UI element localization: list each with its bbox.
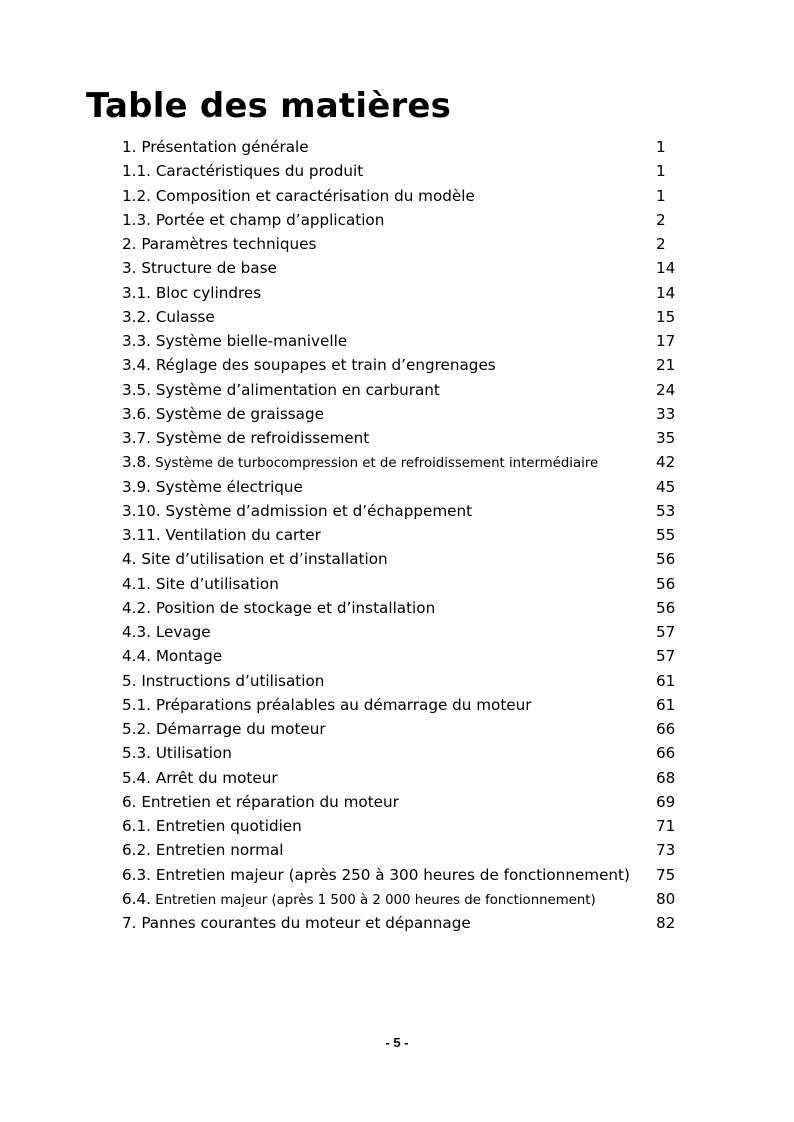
toc-entry-label: Préparations préalables au démarrage du moteur bbox=[155, 695, 532, 714]
toc-entry-label: Ventilation du carter bbox=[165, 526, 321, 544]
toc-entry-number: 6.1. bbox=[122, 817, 151, 835]
toc-entry-label: Montage bbox=[155, 647, 223, 666]
toc-entry-number: 3.7. bbox=[122, 429, 151, 447]
toc-entry-title bbox=[122, 741, 232, 765]
toc-entry-label: Structure de base bbox=[141, 259, 277, 278]
toc-entry-number: 2. bbox=[122, 235, 137, 253]
toc-entry-title bbox=[122, 402, 324, 426]
toc-entry-page: 14 bbox=[656, 259, 676, 278]
toc-entry-number: 1.1. bbox=[122, 162, 151, 181]
toc-entry[interactable] bbox=[122, 208, 682, 232]
toc-entry-title bbox=[122, 208, 384, 232]
toc-entry-number: 3.10. bbox=[122, 501, 161, 520]
toc-entry-number: 3.2. bbox=[122, 307, 151, 326]
toc-entry-page: 21 bbox=[656, 356, 676, 375]
toc-entry-page: 35 bbox=[656, 429, 676, 447]
toc-entry[interactable] bbox=[122, 669, 682, 693]
toc-entry-page: 17 bbox=[656, 332, 676, 350]
toc-entry-page: 68 bbox=[656, 768, 676, 787]
toc-entry[interactable] bbox=[122, 256, 682, 280]
toc-entry-title bbox=[122, 499, 472, 523]
toc-entry-title bbox=[122, 814, 302, 838]
toc-entry-number: 3. bbox=[122, 259, 137, 278]
toc-entry[interactable] bbox=[122, 232, 682, 256]
toc-entry-page: 57 bbox=[656, 647, 676, 666]
toc-entry-number: 3.3. bbox=[122, 332, 151, 350]
toc-entry-title bbox=[122, 669, 324, 693]
toc-entry-label: Système de refroidissement bbox=[155, 429, 370, 447]
toc-entry-label: Composition et caractérisation du modèle bbox=[155, 186, 475, 205]
toc-entry-page: 57 bbox=[656, 623, 676, 641]
toc-entry-page: 69 bbox=[656, 792, 676, 811]
toc-entry-label: Paramètres techniques bbox=[141, 235, 317, 253]
toc-entry-title bbox=[122, 256, 277, 280]
toc-entry-page: 80 bbox=[656, 889, 676, 908]
toc-entry-title bbox=[122, 863, 630, 887]
toc-entry-number: 5.1. bbox=[122, 695, 151, 714]
toc-entry[interactable] bbox=[122, 693, 682, 717]
toc-entry[interactable] bbox=[122, 766, 682, 790]
toc-entry-number: 3.6. bbox=[122, 404, 151, 423]
toc-entry-label: Réglage des soupapes et train d’engrenages bbox=[155, 356, 496, 375]
toc-entry-label: Entretien et réparation du moteur bbox=[141, 792, 399, 811]
toc-entry-page: 1 bbox=[656, 186, 666, 205]
toc-entry-label: Bloc cylindres bbox=[155, 283, 262, 302]
toc-entry-title bbox=[122, 450, 598, 476]
toc-entry-title bbox=[122, 232, 316, 256]
toc-entry[interactable] bbox=[122, 475, 682, 499]
toc-entry-label: Présentation générale bbox=[141, 138, 309, 156]
toc-entry-page: 14 bbox=[656, 283, 676, 302]
toc-entry[interactable] bbox=[122, 378, 682, 402]
toc-entry[interactable] bbox=[122, 499, 682, 523]
toc-entry[interactable] bbox=[122, 426, 682, 450]
toc-entry-label: Système d’alimentation en carburant bbox=[155, 380, 440, 399]
table-of-contents bbox=[122, 135, 682, 935]
toc-entry[interactable] bbox=[122, 717, 682, 741]
toc-entry-label: Caractéristiques du produit bbox=[155, 162, 364, 181]
toc-entry-page: 71 bbox=[656, 817, 676, 835]
toc-entry-page: 61 bbox=[656, 671, 676, 690]
toc-entry-label: Entretien normal bbox=[155, 841, 284, 860]
page-title: Table des matières bbox=[86, 86, 452, 126]
toc-entry[interactable] bbox=[122, 135, 682, 159]
toc-entry-number: 5.4. bbox=[122, 768, 151, 787]
toc-entry-number: 6.2. bbox=[122, 841, 151, 860]
toc-entry-page: 2 bbox=[656, 210, 666, 229]
toc-entry-title bbox=[122, 572, 279, 596]
toc-entry-page: 56 bbox=[656, 598, 676, 617]
toc-entry-page: 33 bbox=[656, 404, 676, 423]
toc-entry[interactable] bbox=[122, 402, 682, 426]
toc-entry[interactable] bbox=[122, 353, 682, 377]
toc-entry-page: 66 bbox=[656, 744, 676, 763]
toc-entry-label: Site d’utilisation et d’installation bbox=[141, 550, 388, 569]
toc-entry-number: 6.3. bbox=[122, 865, 151, 884]
toc-entry[interactable] bbox=[122, 523, 682, 547]
toc-entry[interactable] bbox=[122, 305, 682, 329]
toc-entry-page: 56 bbox=[656, 574, 676, 593]
toc-entry-number: 1. bbox=[122, 138, 137, 156]
toc-entry-title bbox=[122, 717, 326, 741]
toc-entry-page: 82 bbox=[656, 914, 676, 932]
toc-entry-title bbox=[122, 281, 261, 305]
toc-entry[interactable] bbox=[122, 644, 682, 668]
toc-entry-title bbox=[122, 693, 532, 717]
toc-entry[interactable] bbox=[122, 184, 682, 208]
toc-entry-title bbox=[122, 353, 496, 377]
toc-entry-number: 6.4. bbox=[122, 889, 151, 908]
toc-entry-label: Instructions d’utilisation bbox=[141, 671, 325, 690]
toc-entry-number: 4.4. bbox=[122, 647, 151, 666]
toc-entry-label: Site d’utilisation bbox=[155, 574, 279, 593]
toc-entry-page: 42 bbox=[656, 453, 676, 472]
toc-entry-title bbox=[122, 911, 471, 935]
toc-entry-title bbox=[122, 887, 596, 913]
toc-entry[interactable] bbox=[122, 790, 682, 814]
toc-entry-title bbox=[122, 378, 440, 402]
toc-entry-number: 1.3. bbox=[122, 210, 151, 229]
toc-entry-number: 4.1. bbox=[122, 574, 151, 593]
toc-entry-label: Entretien quotidien bbox=[155, 817, 302, 835]
toc-entry-page: 53 bbox=[656, 501, 676, 520]
toc-entry-title bbox=[122, 426, 369, 450]
toc-entry-label: Système de graissage bbox=[155, 404, 324, 423]
toc-entry-number: 3.4. bbox=[122, 356, 151, 375]
toc-entry-label: Système électrique bbox=[155, 477, 303, 496]
toc-entry[interactable] bbox=[122, 887, 682, 911]
toc-entry[interactable] bbox=[122, 620, 682, 644]
toc-entry[interactable] bbox=[122, 838, 682, 862]
toc-entry-title bbox=[122, 596, 435, 620]
toc-entry-label: Pannes courantes du moteur et dépannage bbox=[141, 914, 471, 932]
toc-entry[interactable] bbox=[122, 329, 682, 353]
toc-entry-title bbox=[122, 620, 211, 644]
toc-entry[interactable] bbox=[122, 741, 682, 765]
toc-entry-page: 55 bbox=[656, 526, 676, 544]
toc-entry-number: 5.3. bbox=[122, 744, 151, 763]
toc-entry-number: 1.2. bbox=[122, 186, 151, 205]
toc-entry-title bbox=[122, 790, 399, 814]
toc-entry-number: 3.5. bbox=[122, 380, 151, 399]
toc-entry[interactable] bbox=[122, 863, 682, 887]
toc-entry-title bbox=[122, 547, 388, 571]
toc-entry-page: 75 bbox=[656, 865, 676, 884]
toc-entry-label: Démarrage du moteur bbox=[155, 720, 326, 738]
toc-entry-label: Utilisation bbox=[155, 744, 232, 763]
toc-entry-title bbox=[122, 184, 475, 208]
toc-entry-label: Levage bbox=[155, 623, 211, 641]
toc-entry[interactable] bbox=[122, 281, 682, 305]
toc-entry-page: 56 bbox=[656, 550, 676, 569]
toc-entry-page: 73 bbox=[656, 841, 676, 860]
toc-entry-label: Système d’admission et d’échappement bbox=[165, 501, 473, 520]
toc-entry-title bbox=[122, 475, 303, 499]
toc-entry-page: 61 bbox=[656, 695, 676, 714]
toc-entry-page: 24 bbox=[656, 380, 676, 399]
toc-entry-number: 3.9. bbox=[122, 477, 151, 496]
toc-entry-title bbox=[122, 766, 278, 790]
toc-entry-page: 66 bbox=[656, 720, 676, 738]
toc-entry-page: 1 bbox=[656, 138, 666, 156]
toc-entry-number: 7. bbox=[122, 914, 137, 932]
toc-entry-title bbox=[122, 135, 309, 159]
toc-entry-number: 5. bbox=[122, 671, 137, 690]
toc-entry-label: Système de turbocompression et de refroidissement intermédiaire bbox=[155, 456, 599, 472]
toc-entry[interactable] bbox=[122, 814, 682, 838]
page-number: - 5 - bbox=[385, 1035, 409, 1050]
toc-entry[interactable] bbox=[122, 159, 682, 183]
toc-entry[interactable] bbox=[122, 911, 682, 935]
toc-entry[interactable] bbox=[122, 572, 682, 596]
toc-entry-label: Position de stockage et d’installation bbox=[155, 598, 436, 617]
toc-entry-label: Entretien majeur (après 1 500 à 2 000 heures de fonctionnement) bbox=[155, 892, 596, 908]
toc-entry-number: 4. bbox=[122, 550, 137, 569]
toc-entry[interactable] bbox=[122, 450, 682, 474]
toc-entry[interactable] bbox=[122, 547, 682, 571]
toc-entry-number: 4.2. bbox=[122, 598, 151, 617]
toc-entry-number: 6. bbox=[122, 792, 137, 811]
toc-entry-label: Culasse bbox=[155, 307, 215, 326]
toc-entry-page: 45 bbox=[656, 477, 676, 496]
toc-entry-number: 3.1. bbox=[122, 283, 151, 302]
toc-entry[interactable] bbox=[122, 596, 682, 620]
toc-entry-title bbox=[122, 523, 321, 547]
toc-entry-label: Portée et champ d’application bbox=[155, 210, 385, 229]
toc-entry-number: 5.2. bbox=[122, 720, 151, 738]
toc-entry-title bbox=[122, 644, 222, 668]
toc-entry-title bbox=[122, 838, 283, 862]
toc-entry-page: 1 bbox=[656, 162, 666, 181]
toc-entry-number: 3.11. bbox=[122, 526, 161, 544]
toc-entry-label: Système bielle-manivelle bbox=[155, 332, 348, 350]
toc-entry-label: Entretien majeur (après 250 à 300 heures de fonctionnement) bbox=[155, 865, 630, 884]
toc-entry-page: 15 bbox=[656, 307, 676, 326]
toc-entry-number: 4.3. bbox=[122, 623, 151, 641]
toc-entry-title bbox=[122, 305, 215, 329]
toc-entry-label: Arrêt du moteur bbox=[155, 768, 278, 787]
toc-entry-page: 2 bbox=[656, 235, 666, 253]
toc-entry-title bbox=[122, 329, 347, 353]
toc-entry-number: 3.8. bbox=[122, 453, 151, 472]
toc-entry-title bbox=[122, 159, 363, 183]
